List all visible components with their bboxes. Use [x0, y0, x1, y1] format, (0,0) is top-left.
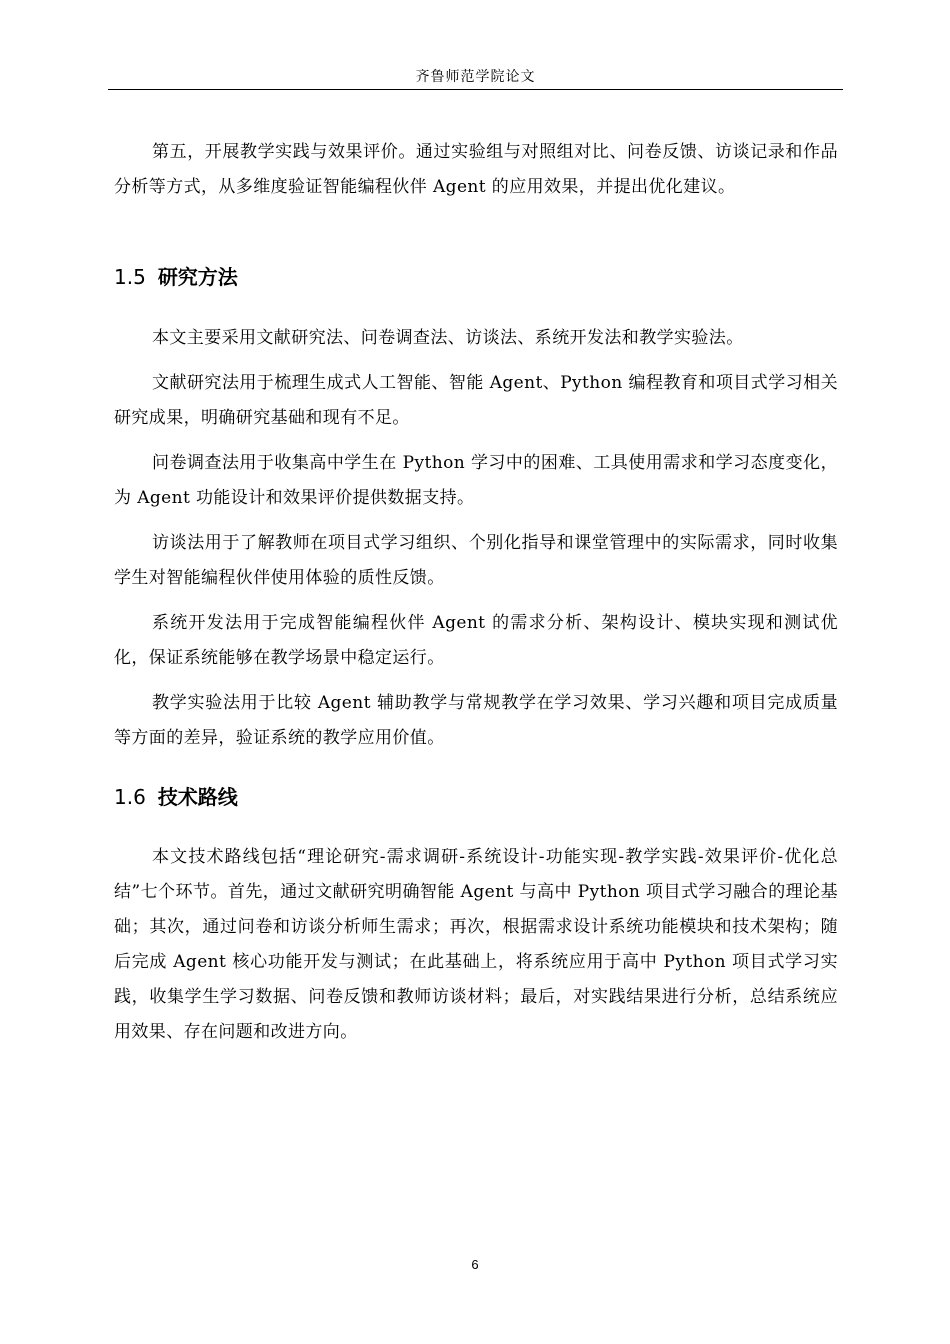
paragraph-survey-method: 问卷调查法用于收集高中学生在 Python 学习中的困难、工具使用需求和学习态度变化，为 Agent 功能设计和效果评价提供数据支持。 — [114, 453, 838, 508]
section-title: 研究方法 — [157, 265, 238, 289]
header-rule — [108, 89, 843, 90]
paragraph-technical-route: 本文技术路线包括“理论研究-需求调研-系统设计-功能实现-教学实践-效果评价-优化总结”七个环节。首先，通过文献研究明确智能 Agent 与高中 Python 项目式学习融合的理论基础；其次，通过问卷和访谈分析师生需求；再次，根据需求设计系统功能模块和技术架构；随后完成 Agent 核心功能开发与测试；在此基础上，将系统应用于高中 Python 项目式学习实践，收集学生学习数据、问卷反馈和教师访谈材料；最后，对实践结果进行分析，总结系统应用效果、存在问题和改进方向。 — [114, 847, 838, 1042]
section-heading-1-6 — [114, 782, 238, 812]
running-header: 齐鲁师范学院论文 — [415, 69, 536, 85]
section-heading-1-5 — [114, 262, 238, 292]
section-title: 技术路线 — [157, 785, 238, 809]
paragraph-methods-overview: 本文主要采用文献研究法、问卷调查法、访谈法、系统开发法和教学实验法。 — [152, 328, 744, 348]
paragraph-intro-fifth: 第五，开展教学实践与效果评价。通过实验组与对照组对比、问卷反馈、访谈记录和作品分析等方式，从多维度验证智能编程伙伴 Agent 的应用效果，并提出优化建议。 — [114, 142, 838, 197]
paragraph-literature-method: 文献研究法用于梳理生成式人工智能、智能 Agent、Python 编程教育和项目式学习相关研究成果，明确研究基础和现有不足。 — [114, 373, 838, 428]
section-number: 1.6 — [114, 785, 146, 809]
paragraph-interview-method: 访谈法用于了解教师在项目式学习组织、个别化指导和课堂管理中的实际需求，同时收集学生对智能编程伙伴使用体验的质性反馈。 — [114, 533, 838, 588]
paragraph-experiment-method: 教学实验法用于比较 Agent 辅助教学与常规教学在学习效果、学习兴趣和项目完成质量等方面的差异，验证系统的教学应用价值。 — [114, 693, 838, 748]
paragraph-development-method: 系统开发法用于完成智能编程伙伴 Agent 的需求分析、架构设计、模块实现和测试优化，保证系统能够在教学场景中稳定运行。 — [114, 613, 838, 668]
page-number: 6 — [471, 1257, 479, 1272]
section-number: 1.5 — [114, 265, 146, 289]
